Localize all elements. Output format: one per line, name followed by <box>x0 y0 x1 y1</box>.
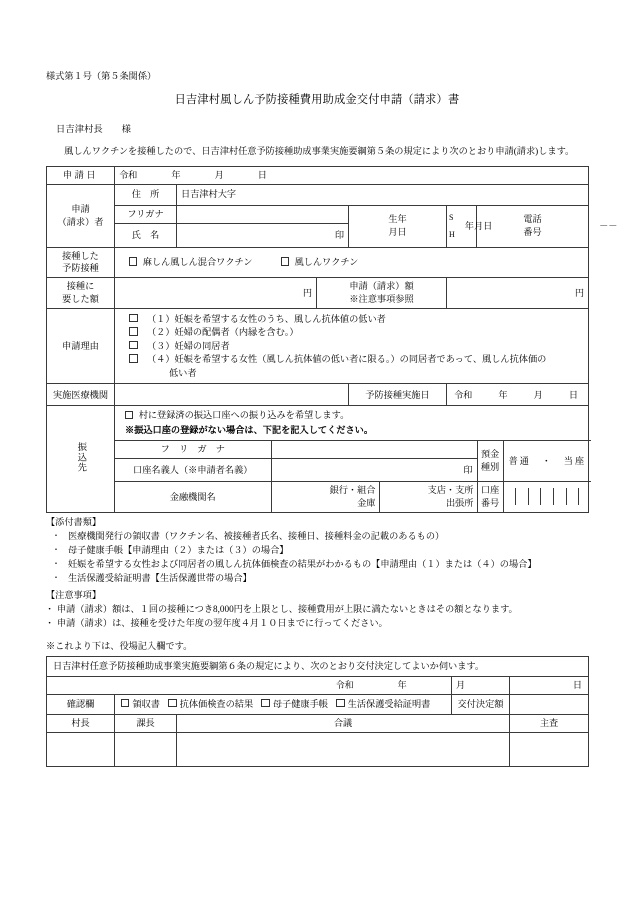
claim-amount-label <box>317 278 447 309</box>
account-number-label <box>477 482 503 512</box>
birth-day-unit: 日 <box>483 220 493 231</box>
checkbox-confirm-welfare[interactable] <box>336 698 344 711</box>
application-date-field[interactable] <box>115 166 589 184</box>
era-label: 令和 <box>119 169 138 180</box>
vaccination-date-field[interactable] <box>447 384 589 406</box>
account-holder-input[interactable] <box>271 459 477 482</box>
transfer-furigana-input[interactable] <box>271 441 477 459</box>
signature-value-council[interactable] <box>177 732 510 766</box>
caution-item-1: ・ 申請（請求）額は、１回の接種につき8,000円を上限とし、接種費用が上限に満たないときはその額となります。 <box>46 603 588 617</box>
row-transfer <box>47 406 589 512</box>
row-institution <box>47 384 589 406</box>
amount-label-line2: 要した額 <box>62 294 99 305</box>
reason-text-1: （１）妊娠を希望する女性のうち、風しん抗体値の低い者 <box>147 313 386 324</box>
branch-name-input[interactable] <box>379 482 477 512</box>
reason-text-4-continued: 低い者 <box>169 367 197 378</box>
confirm-option-2: 母子健康手帳 <box>272 698 328 709</box>
amount-paid-yen: 円 <box>302 287 312 298</box>
amount-label-line1: 接種に <box>66 281 95 292</box>
claim-amount-input[interactable] <box>447 278 589 309</box>
attachment-item-3: ・ 妊娠を希望する女性および同居者の風しん抗体価検査の結果がわかるもの【申請理由（１）または（４）の場合】 <box>46 558 588 572</box>
addressee: 日吉津村長 様 <box>56 123 132 134</box>
account-digit-1[interactable] <box>504 488 517 505</box>
birth-label-line2: 月日 <box>388 227 407 238</box>
checkbox-confirm-receipt[interactable] <box>121 698 129 711</box>
name-label: 氏 名 <box>115 223 177 247</box>
decision-amount-label: 交付決定額 <box>452 694 510 714</box>
main-form-table <box>46 166 618 513</box>
confirm-label: 確認欄 <box>47 694 115 714</box>
account-holder-seal: 印 <box>463 464 473 475</box>
phone-label-line2: 番号 <box>523 227 542 238</box>
row-office-date <box>47 676 589 694</box>
transfer-inner-table <box>115 406 591 511</box>
checkbox-reason-2[interactable] <box>129 326 137 339</box>
row-office-signature-values <box>47 732 589 766</box>
office-date-day-unit[interactable]: 日 <box>510 676 589 694</box>
reason-item-1 <box>123 313 584 326</box>
vaccine-option-1: 風しんワクチン <box>294 257 359 268</box>
row-reason <box>47 309 589 384</box>
account-digit-3[interactable] <box>529 488 542 505</box>
amount-label <box>47 278 115 309</box>
bank-suffix-line1: 銀行・組合 <box>329 485 376 496</box>
checkbox-reason-1[interactable] <box>129 313 137 326</box>
confirm-option-3: 生活保護受給証明書 <box>347 698 431 709</box>
transfer-block <box>115 406 589 512</box>
signature-value-inspector[interactable] <box>510 732 589 766</box>
signature-header-council: 合議 <box>177 714 510 732</box>
furigana-label: フリガナ <box>115 205 177 223</box>
day-unit: 日 <box>257 169 267 180</box>
row-application-date <box>47 166 589 184</box>
checkbox-mr-vaccine[interactable] <box>129 256 137 269</box>
name-input[interactable] <box>177 223 349 247</box>
row-office-signature-headers <box>47 714 589 732</box>
vaccination-day-unit: 日 <box>568 389 579 400</box>
office-divider-note: ※これより下は、役場記入欄です。 <box>46 640 193 651</box>
transfer-registered-option <box>125 409 587 422</box>
signature-value-village-head[interactable] <box>47 732 115 766</box>
form-number: 様式第１号（第５条関係） <box>46 71 157 81</box>
confirm-options <box>115 694 452 714</box>
deposit-type-label-line2: 種別 <box>480 462 500 473</box>
transfer-label-cell <box>47 406 115 512</box>
applicant-label-line2: （請求）者 <box>57 216 104 227</box>
reason-label: 申請理由 <box>47 309 115 384</box>
bank-suffix-line2: 金庫 <box>357 497 376 508</box>
row-office-confirm <box>47 694 589 714</box>
account-digit-7[interactable] <box>579 488 591 505</box>
reason-text-2: （２）妊婦の配偶者（内縁を含む。） <box>147 327 299 338</box>
institution-input[interactable] <box>115 384 349 406</box>
account-number-label-line2: 番号 <box>480 497 500 508</box>
account-holder-label: 口座名義人（※申請者名義） <box>115 459 271 482</box>
attachment-item-2: ・ 母子健康手帳【申請理由（２）または（３）の場合】 <box>46 544 588 558</box>
phone-separator-1: － <box>599 220 609 231</box>
row-applicant-address <box>47 184 589 205</box>
birth-date-field[interactable] <box>447 205 493 247</box>
institution-label: 実施医療機関 <box>47 384 115 406</box>
account-number-input[interactable] <box>503 482 591 512</box>
signature-header-inspector: 主査 <box>510 714 589 732</box>
transfer-label: 振込先 <box>76 441 87 473</box>
reason-options <box>115 309 589 384</box>
account-digit-5[interactable] <box>554 488 567 505</box>
vaccination-date-label: 予防接種実施日 <box>349 384 447 406</box>
intro-paragraph: 風しんワクチンを接種したので、日吉津村任意予防接種助成事業実施要綱第５条の規定により次のとおり申請(請求)します。 <box>55 145 575 156</box>
seal-mark: 印 <box>334 229 344 240</box>
cautions-section <box>46 589 588 631</box>
row-transfer-furigana <box>115 441 591 459</box>
office-statement: 日吉津村任意予防接種助成事業実施要綱第６条の規定により、次のとおり交付決定してよいか伺います。 <box>47 657 589 677</box>
claim-amount-label-line1: 申請（請求）額 <box>349 281 414 292</box>
office-date-spacer <box>47 676 332 694</box>
account-digit-6[interactable] <box>567 488 580 505</box>
row-transfer-registered <box>115 406 591 440</box>
era-showa: S <box>449 213 454 223</box>
checkbox-reason-4[interactable] <box>129 353 137 366</box>
section-gap <box>46 631 588 640</box>
applicant-label <box>47 184 115 247</box>
row-applicant-furigana <box>47 205 589 223</box>
phone-label-line1: 電話 <box>523 214 542 225</box>
checkbox-registered-account[interactable] <box>125 409 133 422</box>
application-date-label: 申請日 <box>47 166 115 184</box>
branch-suffix-line1: 支店・支所 <box>427 485 474 496</box>
transfer-furigana-label: フ リ ガ ナ <box>115 441 271 459</box>
page-title: 日吉津村風しん予防接種費用助成金交付申請（請求）書 <box>174 94 460 107</box>
phone-separator-2: － <box>608 220 618 231</box>
vaccine-options <box>115 247 589 278</box>
reason-list <box>123 313 584 380</box>
row-vaccine-type <box>47 247 589 278</box>
birth-year-unit: 年 <box>464 220 474 231</box>
row-office-statement <box>47 657 589 677</box>
confirm-option-0: 領収書 <box>132 698 160 709</box>
vaccine-label-line1: 接種した <box>62 250 99 261</box>
transfer-registered-text: 村に登録済の振込口座への振り込みを希望します。 <box>138 410 350 421</box>
signature-header-village-head: 村長 <box>47 714 115 732</box>
reason-item-4 <box>123 353 584 366</box>
attachments-section <box>46 516 588 586</box>
checkbox-reason-3[interactable] <box>129 340 137 353</box>
era-heisei: H <box>449 230 455 240</box>
account-number-label-line1: 口座 <box>480 485 500 496</box>
attachment-item-1: ・ 医療機関発行の領収書（ワクチン名、被接種者氏名、接種日、接種料金の記載のあるもの） <box>46 530 588 544</box>
vaccine-label-line2: 予防接種 <box>62 263 99 274</box>
transfer-note: ※振込口座の登録がない場合は、下記を記入してください。 <box>125 425 374 436</box>
deposit-type-label <box>477 441 503 482</box>
vaccine-label <box>47 247 115 278</box>
vaccination-month-unit: 月 <box>533 389 543 400</box>
deposit-type-options[interactable]: 普通 ・ 当座 <box>503 441 591 482</box>
row-amount <box>47 278 589 309</box>
attachments-heading: 【添付書類】 <box>46 516 102 527</box>
year-unit: 年 <box>171 169 181 180</box>
applicant-label-line1: 申請 <box>71 203 90 214</box>
bank-name-input[interactable] <box>271 482 379 512</box>
office-date-era: 令和 <box>332 676 394 694</box>
decision-amount-input[interactable] <box>510 694 589 714</box>
birth-date-label <box>349 205 447 247</box>
branch-suffix-line2: 出張所 <box>445 497 474 508</box>
confirm-option-1: 抗体価検査の結果 <box>179 698 254 709</box>
address-label: 住 所 <box>115 184 177 205</box>
furigana-input[interactable] <box>177 205 349 223</box>
reason-item-2 <box>123 326 584 339</box>
reason-text-3: （３）妊婦の同居者 <box>147 340 230 351</box>
amount-paid-input[interactable] <box>115 278 317 309</box>
office-date-month-unit[interactable]: 月 <box>452 676 510 694</box>
bank-name-label: 金融機関名 <box>115 482 271 512</box>
birth-month-unit: 月 <box>473 220 484 231</box>
attachment-item-4: ・ 生活保護受給証明書【生活保護世帯の場合】 <box>46 572 588 586</box>
birth-label-line1: 生年 <box>388 214 407 225</box>
address-input[interactable]: 日吉津村大字 <box>177 184 589 205</box>
checkbox-rubella-vaccine[interactable] <box>281 256 289 269</box>
account-digit-4[interactable] <box>541 488 554 505</box>
month-unit: 月 <box>214 169 224 180</box>
vaccine-option-0: 麻しん風しん混合ワクチン <box>142 257 253 268</box>
reason-item-3 <box>123 340 584 353</box>
vaccination-era: 令和 <box>454 389 473 400</box>
checkbox-confirm-maternal-handbook[interactable] <box>261 698 269 711</box>
signature-value-section-chief[interactable] <box>115 732 177 766</box>
claim-amount-yen: 円 <box>574 287 585 298</box>
transfer-registered-block <box>115 406 591 440</box>
office-use-table <box>46 656 589 767</box>
cautions-heading: 【注意事項】 <box>46 589 102 600</box>
office-date-year-unit[interactable]: 年 <box>394 676 452 694</box>
deposit-type-label-line1: 預金 <box>480 449 500 460</box>
reason-text-4: （４）妊娠を希望する女性（風しん抗体値の低い者に限る。）の同居者であって、風しん抗体価の <box>147 354 547 365</box>
signature-header-section-chief: 課長 <box>115 714 177 732</box>
caution-item-2: ・ 申請（請求）は、接種を受けた年度の翌年度４月１０日までに行ってください。 <box>46 617 588 631</box>
checkbox-confirm-antibody[interactable] <box>168 698 176 711</box>
account-number-digit-boxes[interactable] <box>504 488 592 505</box>
row-transfer-bank <box>115 482 591 512</box>
claim-amount-label-line2: ※注意事項参照 <box>349 294 414 305</box>
account-digit-2[interactable] <box>516 488 529 505</box>
vaccination-year-unit: 年 <box>498 389 508 400</box>
